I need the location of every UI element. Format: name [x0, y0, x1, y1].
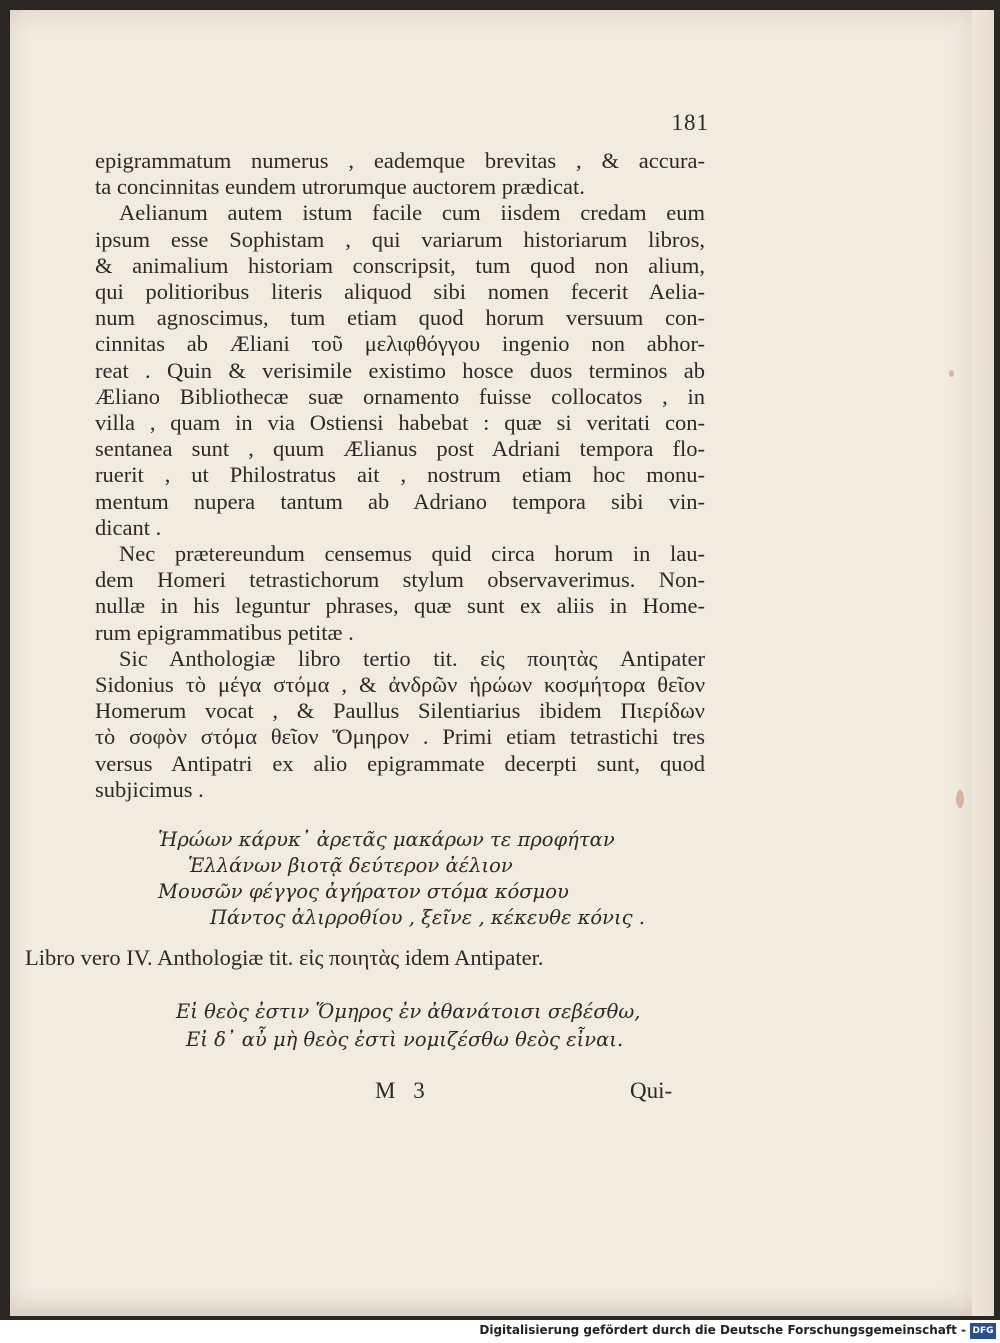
text-line: ta concinnitas eundem utrorumque auctorem prædicat. — [95, 174, 585, 200]
text-line: cinnitas ab Æliani τοῦ μελιφθόγγου ingenio non abhor- — [95, 331, 705, 357]
text-line: Æliano Bibliothecæ suæ ornamento fuisse collocatos , in — [95, 383, 705, 409]
foxing-spot — [949, 370, 954, 377]
text-line: τὸ σοφὸν στόμα θεῖον Ὅμηρον . Primi etiam tetrastichi tres — [95, 724, 705, 750]
signature-mark: M 3 — [375, 1078, 431, 1103]
text-line: Homerum vocat , & Paullus Silentiarius ibidem Πιερίδων — [95, 698, 705, 724]
text-line: num agnoscimus, tum etiam quod horum versuum con- — [95, 305, 705, 331]
footer-bar — [0, 1320, 1000, 1343]
text-line: Sidonius τὸ μέγα στόμα , & ἀνδρῶν ἡρώων κοσμήτορα θεῖον — [95, 672, 705, 698]
text-line: dicant . — [95, 514, 162, 540]
verse-line: Πάντος ἀλιρροθίου , ξεῖνε , κέκευθε κόνις . — [210, 906, 645, 929]
text-line: sentanea sunt , quum Ælianus post Adriani tempora flo- — [95, 436, 705, 462]
text-line: qui politioribus literis aliquod sibi nomen fecerit Aelia- — [95, 279, 705, 305]
book-page — [10, 10, 994, 1316]
paragraph — [95, 200, 705, 541]
catchword: Qui- — [630, 1078, 673, 1103]
paragraph — [95, 148, 705, 200]
text-line: mentum nupera tantum ab Adriano tempora sibi vin- — [95, 488, 705, 514]
verse-line: Ἡρώων κάρυκ᾽ ἀρετᾶς μακάρων τε προφήταν — [158, 828, 615, 851]
libro-line: Libro vero IV. Anthologiæ tit. εἰς ποιητὰς idem Antipater. — [25, 945, 544, 970]
text-line: ruerit , ut Philostratus ait , nostrum etiam hoc monu- — [95, 462, 705, 488]
foxing-spot — [956, 790, 964, 808]
page-edge — [972, 10, 994, 1316]
verse-line: Εἰ δ᾽ αὖ μὴ θεὸς ἐστὶ νομιζέσθω θεὸς εἶναι. — [186, 1028, 624, 1051]
paragraph — [95, 541, 705, 646]
text-line: Aelianum autem istum facile cum iisdem credam eum — [119, 200, 705, 226]
verse-line: Εἰ θεὸς ἐστιν Ὅμηρος ἐν ἀθανάτοισι σεβέσθω, — [176, 1000, 641, 1023]
dfg-logo: DFG — [970, 1323, 996, 1339]
page-number: 181 — [671, 110, 709, 135]
text-line: rum epigrammatibus petitæ . — [95, 619, 354, 645]
text-line: epigrammatum numerus , eademque brevitas , & accura- — [95, 148, 705, 173]
paragraph — [95, 646, 705, 803]
text-line: dem Homeri tetrastichorum stylum observaverimus. Non- — [95, 567, 705, 593]
text-line: reat . Quin & verisimile existimo hosce duos terminos ab — [95, 357, 705, 383]
text-line: nullæ in his leguntur phrases, quæ sunt ex aliis in Home- — [95, 593, 705, 619]
text-line: subjicimus . — [95, 776, 204, 802]
footer-credit: Digitalisierung gefördert durch die Deutsche Forschungsgemeinschaft - — [479, 1323, 966, 1337]
text-line: versus Antipatri ex alio epigrammate decerpti sunt, quod — [95, 750, 705, 776]
text-line: Nec prætereundum censemus quid circa horum in lau- — [119, 541, 705, 567]
text-line: ipsum esse Sophistam , qui variarum historiarum libros, — [95, 226, 705, 252]
text-line: & animalium historiam conscripsit, tum quod non alium, — [95, 252, 705, 278]
verse-line: Ἑλλάνων βιοτᾷ δεύτερον ἀέλιον — [188, 854, 513, 877]
text-body — [95, 148, 705, 803]
text-line: villa , quam in via Ostiensi habebat : quæ si veritati con- — [95, 410, 705, 436]
verse-line: Μουσῶν φέγγος ἀγήρατον στόμα κόσμου — [158, 880, 569, 903]
text-line: Sic Anthologiæ libro tertio tit. εἰς ποιητὰς Antipater — [119, 645, 705, 671]
